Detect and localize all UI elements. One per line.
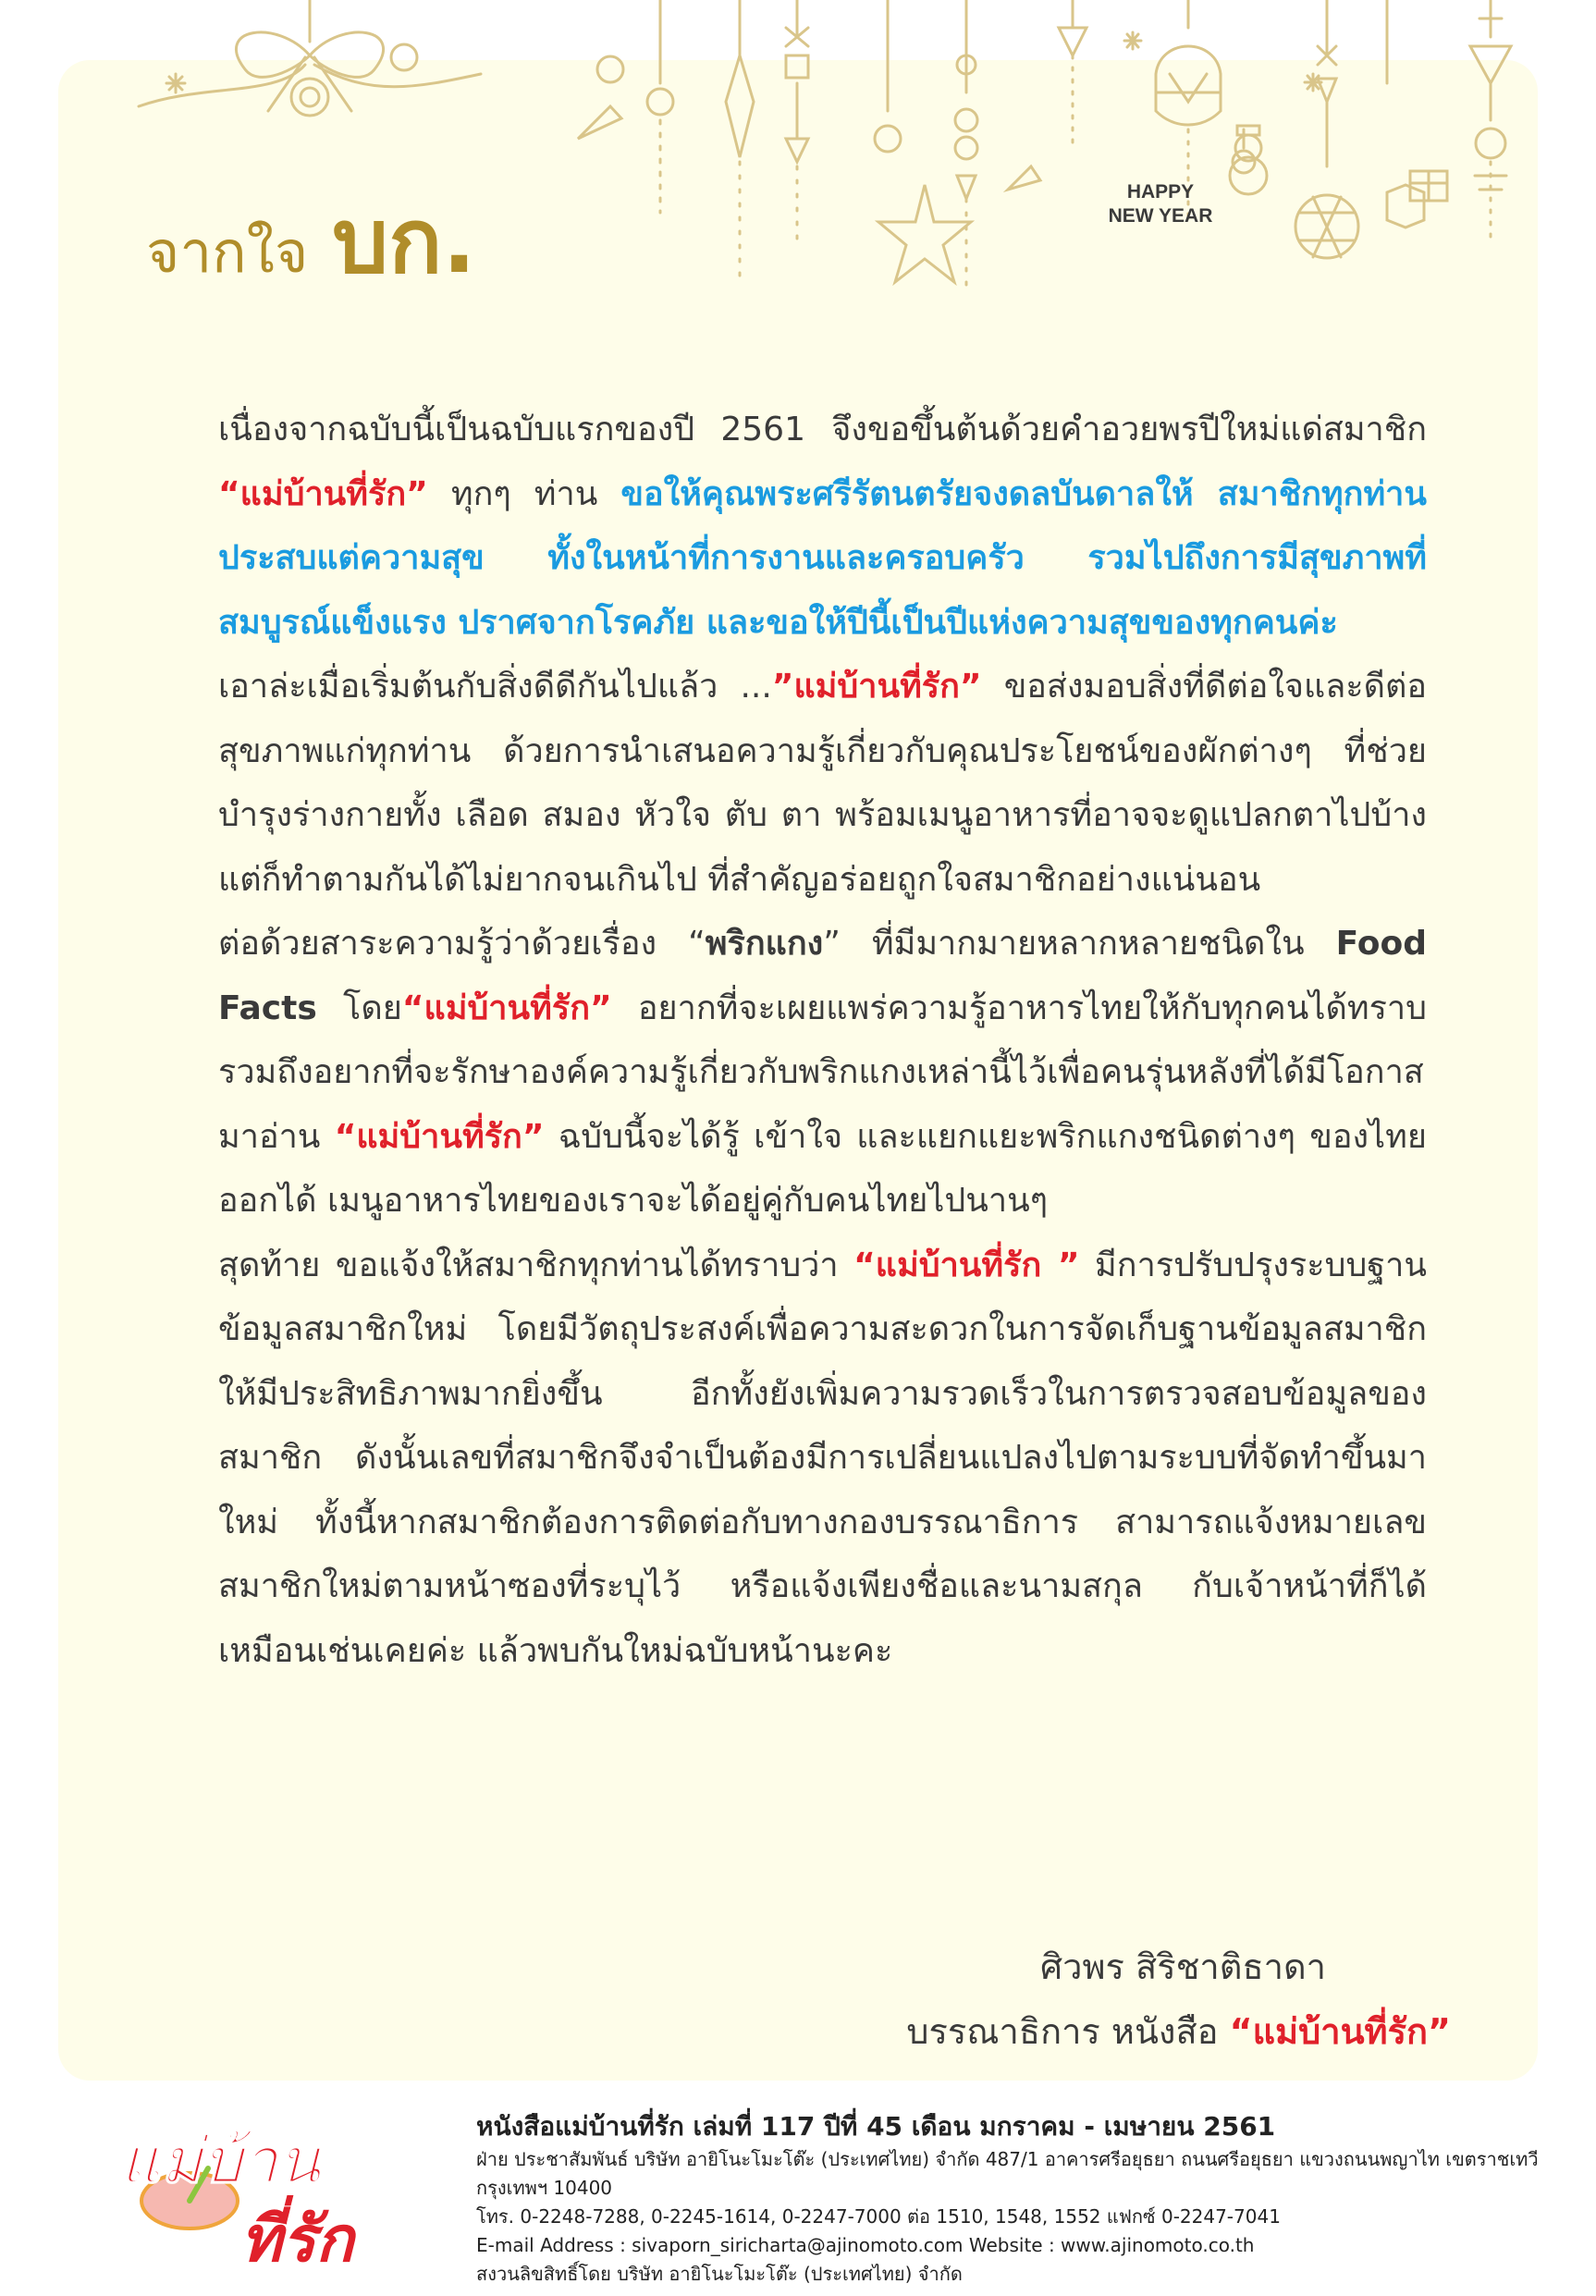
text-run: โดย	[316, 988, 402, 1027]
brand-logo	[102, 2118, 453, 2275]
logo-line-2: ที่รัก	[240, 2203, 354, 2275]
article-body	[146, 398, 1427, 1683]
greeting-line-1: HAPPY	[1126, 181, 1195, 203]
editor-role: บรรณาธิการ หนังสือ	[906, 2011, 1230, 2052]
page-title	[146, 171, 476, 312]
blessing-text: ขอให้คุณพระศรีรัตนตรัยจงดลบันดาลให้ สมาชิกทุกท่านประสบแต่ความสุข ทั้งในหน้าที่การงานและครอบครัว รวมไปถึงการมีสุขภาพที่สมบูรณ์แข็งแรง ปราศจากโรคภัย และขอให้ปีนี้เป็นปีแห่งความสุขของทุกคนค่ะ	[218, 474, 1428, 642]
brand-name: “แม่บ้านที่รัก”	[334, 1117, 545, 1156]
paragraph-2	[146, 655, 1427, 912]
editor-role-brand: “แม่บ้านที่รัก”	[1229, 2011, 1451, 2052]
text-run: มีการปรับปรุงระบบฐานข้อมูลสมาชิกใหม่ โดยมีวัตถุประสงค์เพื่อความสะดวกในการจัดเก็บฐานข้อมูลสมาชิกให้มีประสิทธิภาพมากยิ่งขึ้น อีกทั้งยังเพิ่มความรวดเร็วในการตรวจสอบข้อมูลของสมาชิก ดังนั้นเลขที่สมาชิกจึงจำเป็นต้องมีการเปลี่ยนแปลงไปตามระบบที่จัดทำขึ้นมาใหม่ ทั้งนี้หากสมาชิกต้องการติดต่อกับทางกองบรรณาธิการ สามารถแจ้งหมายเลขสมาชิกใหม่ตามหน้าซองที่ระบุไว้ หรือแจ้งเพียงชื่อและนามสกุล กับเจ้าหน้าที่ก็ได้เหมือนเช่นเคยค่ะ แล้วพบกันใหม่ฉบับหน้านะคะ	[218, 1246, 1427, 1670]
snowman-icon	[1230, 126, 1267, 194]
brand-name: “แม่บ้านที่รัก”	[218, 474, 428, 513]
footer-copyright: สงวนลิขสิทธิ์โดย บริษัท อายิโนะโมะโต๊ะ (ประเทศไทย) จำกัด	[476, 2263, 963, 2285]
footer-info	[476, 2108, 1577, 2289]
hanging-strings	[647, 0, 1511, 287]
new-year-greeting	[1100, 180, 1221, 228]
greeting-line-2: NEW YEAR	[1108, 205, 1213, 227]
text-run: ต่อด้วยสาระความรู้ว่าด้วยเรื่อง “	[218, 925, 706, 963]
footer-phone: โทร. 0-2248-7288, 0-2245-1614, 0-2247-7000 ต่อ 1510, 1548, 1552 แฟกซ์ 0-2247-7041	[476, 2205, 1281, 2228]
logo-line-1: แม่บ้าน	[120, 2124, 321, 2198]
text-run: สุดท้าย ขอแจ้งให้สมาชิกทุกท่านได้ทราบว่า	[218, 1246, 854, 1284]
brand-name: “แม่บ้านที่รัก”	[401, 988, 612, 1027]
text-run: เอาล่ะเมื่อเริ่มต้นกับสิ่งดีดีกันไปแล้ว ...	[218, 668, 772, 706]
bow-icon	[139, 0, 481, 111]
text-run: ขอส่งมอบสิ่งที่ดีต่อใจและดีต่อสุขภาพแก่ทุกท่าน ด้วยการนำเสนอความรู้เกี่ยวกับคุณประโยชน์ของผักต่างๆ ที่ช่วยบำรุงร่างกายทั้ง เลือด สมอง หัวใจ ตับ ตา พร้อมเมนูอาหารที่อาจจะดูแปลกตาไปบ้าง แต่ก็ทำตามกันได้ไม่ยากจนเกินไป ที่สำคัญอร่อยถูกใจสมาชิกอย่างแน่นอน	[218, 668, 1427, 899]
footer-issue: หนังสือแม่บ้านที่รัก เล่มที่ 117 ปีที่ 45 เดือน มกราคม - เมษายน 2561	[476, 2111, 1276, 2142]
paragraph-4	[146, 1234, 1427, 1684]
wreath-icon	[291, 79, 328, 116]
food-facts-term: Food Facts	[218, 925, 1427, 1027]
snowflake-icon	[166, 32, 1321, 92]
text-run: ทุกๆ ท่าน	[427, 474, 621, 513]
brand-name: ”แม่บ้านที่รัก”	[771, 668, 982, 706]
text-run: ฉบับนี้จะได้รู้ เข้าใจ และแยกแยะพริกแกงชนิดต่างๆ ของไทยออกได้ เมนูอาหารไทยของเราจะได้อยู่คู่กับคนไทยไปนานๆ	[218, 1117, 1427, 1220]
curry-paste-term: พริกแกง	[705, 925, 824, 963]
gift-icon	[1410, 171, 1447, 201]
text-run: ” ที่มีมากมายหลากหลายชนิดใน	[823, 925, 1336, 963]
title-main: บก.	[332, 190, 476, 293]
title-prefix: จากใจ	[146, 218, 309, 286]
paragraph-3	[146, 912, 1427, 1234]
brand-name: “แม่บ้านที่รัก ”	[853, 1246, 1080, 1284]
footer-address: ฝ่าย ประชาสัมพันธ์ บริษัท อายิโนะโมะโต๊ะ (ประเทศไทย) จำกัด 487/1 อาคารศรีอยุธยา ถนนศรีอยุธยา แขวงถนนพญาไท เขตราชเทวี กรุงเทพฯ 10400	[476, 2148, 1539, 2199]
paragraph-1	[146, 398, 1427, 655]
text-run: อยากที่จะเผยแพร่ความรู้อาหารไทยให้กับทุกคนได้ทราบ รวมถึงอยากที่จะรักษาองค์ความรู้เกี่ยวกับพริกแกงเหล่านี้ไว้เพื่อคนรุ่นหลังที่ได้มีโอกาสมาอ่าน	[218, 988, 1427, 1156]
text-run: เนื่องจากฉบับนี้เป็นฉบับแรกของปี 2561 จึงขอขึ้นต้นด้วยคำอวยพรปีใหม่แด่สมาชิก	[218, 411, 1427, 448]
footer-contact[interactable]: E-mail Address : sivaporn_siricharta@ajinomoto.com Website : www.ajinomoto.co.th	[476, 2234, 1255, 2256]
signature-block	[619, 1934, 1451, 2064]
editor-name: ศิวพร สิริชาติธาดา	[1040, 1946, 1326, 1987]
